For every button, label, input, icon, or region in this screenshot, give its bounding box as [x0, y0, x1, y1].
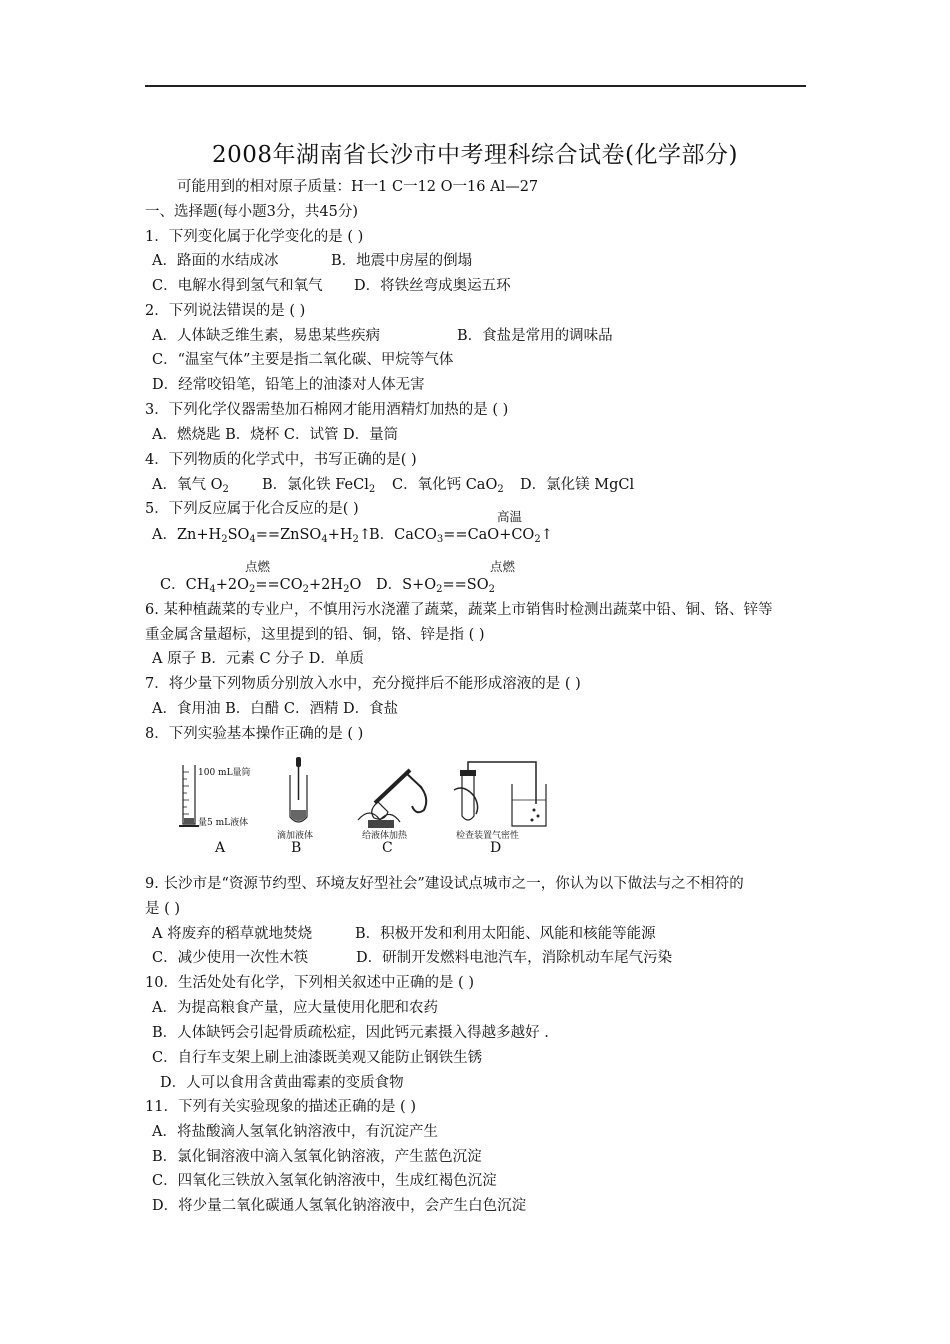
q6-stem-line2: 重金属含量超标，这里提到的铅、铜，铬、锌是指 ( ) — [145, 627, 485, 643]
q1-stem: 1．下列变化属于化学变化的是 ( ) — [145, 229, 364, 245]
figure-c-label: 给液体加热 — [362, 831, 408, 841]
q1-option-b: B．地震中房屋的倒塌 — [331, 253, 473, 269]
q3-options: A．燃烧匙 B．烧杯 C．试管 D．量筒 — [152, 427, 399, 443]
page-title: 2008年湖南省长沙市中考理科综合试卷(化学部分) — [212, 142, 738, 168]
figure-letter-a: A — [215, 840, 226, 856]
q7-options: A．食用油 B．白醋 C．酒精 D．食盐 — [152, 701, 399, 717]
q11-option-b: B．氯化铜溶液中滴入氢氧化钠溶液，产生蓝色沉淀 — [152, 1149, 482, 1165]
q5-stem: 5．下列反应属于化合反应的是( ) — [145, 501, 359, 517]
q2-option-b: B．食盐是常用的调味品 — [457, 328, 613, 344]
figure-b-label: 滴加液体 — [277, 831, 314, 841]
header-rule — [145, 85, 806, 87]
q11-option-c: C．四氧化三铁放入氢氧化钠溶液中，生成红褐色沉淀 — [152, 1173, 497, 1189]
q6-options: A 原子 B．元素 C 分子 D．单质 — [152, 651, 364, 667]
q4-option-d: D．氯化镁 MgCl — [520, 477, 635, 493]
q9-stem-line2: 是 ( ) — [145, 901, 181, 917]
q10-option-c: C．自行车支架上刷上油漆既美观又能防止钢铁生锈 — [152, 1050, 483, 1066]
q1-option-d: D．将铁丝弯成奥运五环 — [354, 278, 511, 294]
atomic-masses: 可能用到的相对原子质量：H一1 C一12 O一16 Al—27 — [177, 179, 539, 195]
q10-option-d: D．人可以食用含黄曲霉素的变质食物 — [160, 1075, 404, 1091]
q9-option-a: A 将废弃的稻草就地焚烧 — [152, 926, 313, 942]
q10-option-b: B．人体缺钙会引起骨质疏松症，因此钙元素摄入得越多越好 . — [152, 1025, 549, 1041]
figure-c-heating-liquid — [350, 758, 440, 833]
q2-option-a: A．人体缺乏维生素，易患某些疾病 — [152, 328, 380, 344]
q4-option-b: B．氯化铁 FeCl$_2$ — [262, 477, 376, 495]
figure-b-dropper-test-tube — [280, 755, 320, 830]
q5-option-c: C．$CH_4+2O_2==CO_2+2H_2O$ — [160, 577, 362, 595]
figure-a-bottom-label: 量5 mL液体 — [198, 818, 249, 828]
q6-stem-line1: 6. 某种植蔬菜的专业户，不慎用污水浇灌了蔬菜，蔬菜上市销售时检测出蔬菜中铅、铜、铬、锌等 — [145, 602, 773, 618]
q4-option-a: A．氧气 $O_2$ — [152, 477, 229, 495]
q9-option-d: D．研制开发燃料电池汽车，消除机动车尾气污染 — [356, 950, 673, 966]
q1-option-c: C．电解水得到氢气和氧气 — [152, 278, 323, 294]
figure-a-top-label: 100 mL量筒 — [198, 768, 251, 778]
q5-condition-ignite-c: 点燃 — [245, 559, 271, 574]
q10-option-a: A．为提高粮食产量，应大量使用化肥和农药 — [152, 1000, 438, 1016]
q1-option-a: A．路面的水结成冰 — [152, 253, 279, 269]
q4-option-c: C．氧化钙 CaO$_2$ — [392, 477, 504, 495]
section-heading: 一、选择题(每小题3分，共45分) — [145, 204, 358, 220]
q9-stem-line1: 9. 长沙市是“资源节约型、环境友好型社会”建设试点城市之一，你认为以下做法与之不相符的 — [145, 876, 744, 892]
q11-option-a: A．将盐酸滴人氢氧化钠溶液中，有沉淀产生 — [152, 1124, 438, 1140]
q2-option-c: C．“温室气体”主要是指二氧化碳、甲烷等气体 — [152, 352, 454, 368]
figure-d-label: 检查装置气密性 — [456, 831, 520, 841]
figure-letter-b: B — [291, 840, 302, 856]
q9-option-c: C．减少使用一次性木筷 — [152, 950, 309, 966]
q5-option-b: B．$CaCO_3==CaO+CO_2↑$ — [369, 527, 553, 545]
figure-letter-c: C — [382, 840, 393, 856]
q7-stem: 7．将少量下列物质分别放入水中，充分搅拌后不能形成溶液的是 ( ) — [145, 676, 581, 692]
q11-stem: 11．下列有关实验现象的描述正确的是 ( ) — [145, 1099, 416, 1115]
figure-letter-d: D — [490, 840, 502, 856]
q5-condition-high-temp: 高温 — [497, 509, 523, 524]
q4-stem: 4．下列物质的化学式中，书写正确的是( ) — [145, 452, 417, 468]
q5-option-a: A．$Zn+H_2SO_4==ZnSO_4+H_2↑$ — [152, 527, 372, 545]
q11-option-d: D．将少量二氧化碳通人氢氧化钠溶液中，会产生白色沉淀 — [152, 1198, 527, 1214]
q5-condition-ignite-d: 点燃 — [490, 559, 516, 574]
q8-stem: 8．下列实验基本操作正确的是 ( ) — [145, 726, 364, 742]
figure-d-airtightness-check — [450, 756, 550, 831]
q3-stem: 3．下列化学仪器需垫加石棉网才能用酒精灯加热的是 ( ) — [145, 402, 509, 418]
q5-option-d: D．$S+O_2==SO_2$ — [376, 577, 495, 595]
q2-stem: 2．下列说法错误的是 ( ) — [145, 303, 306, 319]
q2-option-d: D．经常咬铅笔，铅笔上的油漆对人体无害 — [152, 377, 425, 393]
q10-stem: 10．生活处处有化学，下列相关叙述中正确的是 ( ) — [145, 975, 474, 991]
q9-option-b: B．积极开发和利用太阳能、风能和核能等能源 — [355, 926, 656, 942]
